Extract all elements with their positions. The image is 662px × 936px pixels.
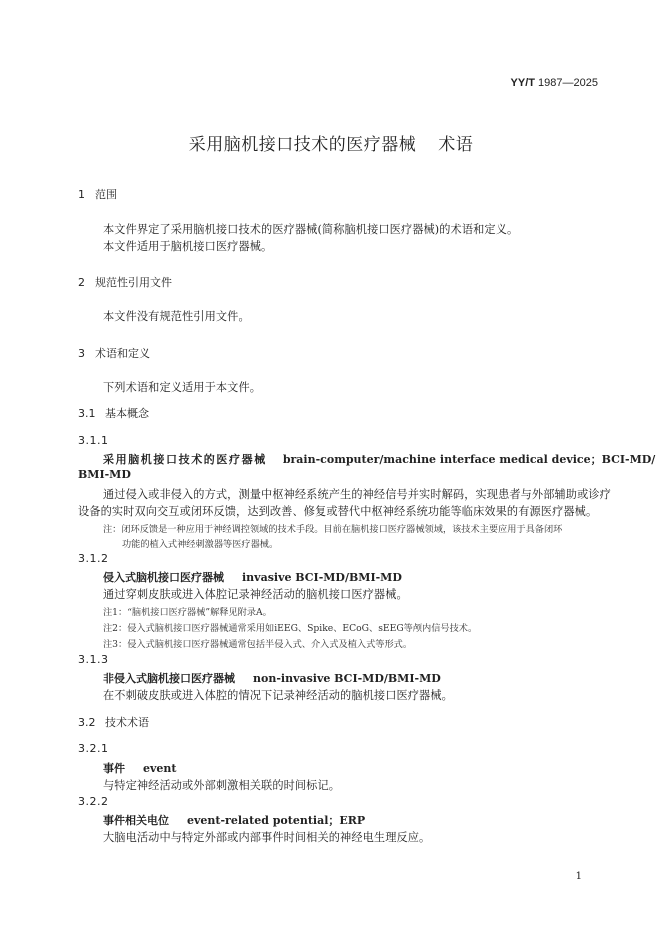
term-3-1-2-number: 3.1.2 [78,552,109,565]
subsection-title: 技术术语 [105,716,149,729]
subsection-title: 基本概念 [105,407,149,420]
section-3-heading [78,345,150,361]
section-number: 3 [78,347,85,360]
page-number: 1 [575,871,582,882]
term-zh: 侵入式脑机接口医疗器械 [103,571,224,584]
section-2-para-1: 本文件没有规范性引用文件。 [103,310,250,323]
section-title: 范围 [95,188,117,201]
subsection-number: 3.1 [78,407,96,420]
term-en: non-invasive BCI-MD/BMI-MD [253,672,441,685]
section-1-para-1: 本文件界定了采用脑机接口技术的医疗器械(简称脑机接口医疗器械)的术语和定义。 [103,223,519,236]
term-3-1-2-note-1: 注1：“脑机接口医疗器械”解释见附录A。 [103,607,272,618]
standard-prefix: YY/T [510,77,535,89]
section-1-para-2: 本文件适用于脑机接口医疗器械。 [103,240,273,253]
term-3-1-2-note-3: 注3：侵入式脑机接口医疗器械通常包括半侵入式、介入式及植入式等形式。 [103,639,413,650]
term-3-2-2-number: 3.2.2 [78,795,109,808]
section-2-heading [78,274,172,290]
subsection-3-2-heading [78,714,149,730]
standard-code [511,77,598,89]
term-en: event [143,762,177,775]
term-en: brain-computer/machine interface medical device；BCI-MD/ [282,453,656,466]
term-3-1-1-def-line-1: 通过侵入或非侵入的方式，测量中枢神经系统产生的神经信号并实时解码，实现患者与外部辅助或诊疗 [103,488,611,501]
term-3-1-3-def: 在不刺破皮肤或进入体腔的情况下记录神经活动的脑机接口医疗器械。 [103,689,453,702]
term-3-1-3-heading [103,670,441,686]
term-zh: 非侵入式脑机接口医疗器械 [103,672,235,685]
term-3-2-1-def: 与特定神经活动或外部刺激相关联的时间标记。 [103,779,341,792]
term-3-1-2-heading [103,569,402,585]
section-title: 术语和定义 [95,347,150,360]
standard-number: 1987—2025 [538,77,598,89]
title-suffix: 术语 [438,135,474,155]
term-zh: 事件相关电位 [103,814,169,827]
term-zh: 采用脑机接口技术的医疗器械 [103,453,267,466]
term-3-1-2-note-2: 注2：侵入式脑机接口医疗器械通常采用如iEEG、Spike、ECoG、sEEG等颅内信号技术。 [103,623,478,634]
term-3-1-1-number: 3.1.1 [78,434,109,447]
term-3-1-1-note-line-1: 注：闭环反馈是一种应用于神经调控领域的技术手段。目前在脑机接口医疗器械领域，该技术主要应用于具备闭环 [103,524,563,535]
term-zh: 事件 [103,762,125,775]
term-en: event-related potential；ERP [187,814,366,827]
term-3-2-2-def: 大脑电活动中与特定外部或内部事件时间相关的神经电生理反应。 [103,831,431,844]
section-number: 2 [78,276,85,289]
term-en: invasive BCI-MD/BMI-MD [242,571,402,584]
page-title [0,130,662,155]
term-3-1-2-def: 通过穿刺皮肤或进入体腔记录神经活动的脑机接口医疗器械。 [103,588,408,601]
section-number: 1 [78,188,85,201]
term-3-1-1-note-line-2: 功能的植入式神经刺激器等医疗器械。 [122,539,279,550]
term-3-2-1-number: 3.2.1 [78,742,109,755]
term-3-1-1-heading-cont [78,468,131,481]
term-3-2-1-heading [103,760,176,776]
term-en-cont: BMI-MD [78,468,131,481]
section-title: 规范性引用文件 [95,276,172,289]
subsection-number: 3.2 [78,716,96,729]
term-3-2-2-heading [103,812,365,828]
term-3-1-1-def-line-2: 设备的实时双向交互或闭环反馈，达到改善、修复或替代中枢神经系统功能等临床效果的有源医疗器械。 [78,505,598,518]
subsection-3-1-heading [78,405,149,421]
title-main: 采用脑机接口技术的医疗器械 [188,135,417,155]
term-3-1-3-number: 3.1.3 [78,653,109,666]
section-1-heading [78,186,117,202]
section-3-para-1: 下列术语和定义适用于本文件。 [103,381,262,394]
term-3-1-1-heading [103,451,656,467]
